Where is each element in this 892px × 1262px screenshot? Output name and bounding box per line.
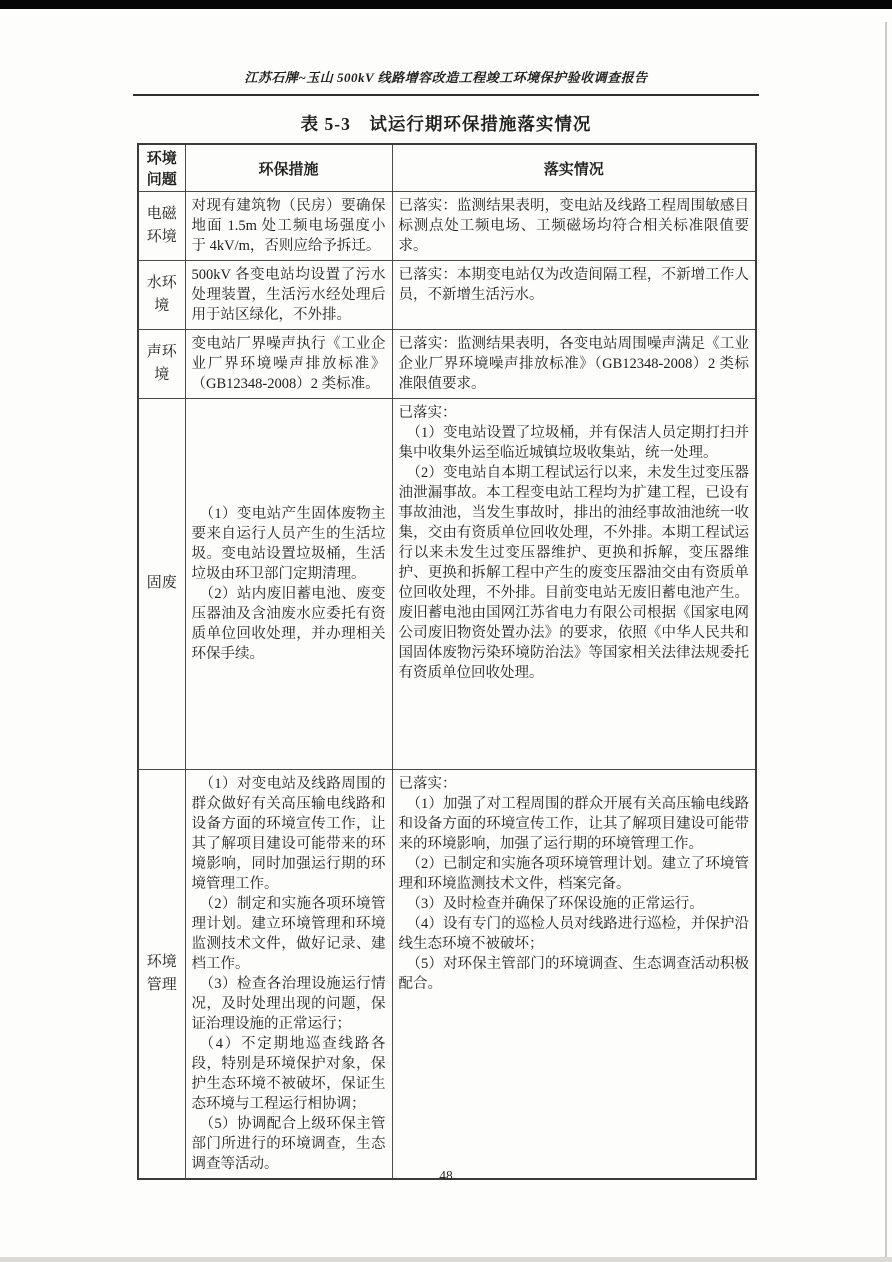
table-row bbox=[138, 770, 756, 1180]
cell-issue: 固废 bbox=[138, 399, 185, 770]
table-row bbox=[138, 330, 756, 399]
cell-status bbox=[392, 330, 756, 399]
paragraph: （5）对环保主管部门的环境调查、生态调查活动积极配合。 bbox=[398, 956, 749, 992]
paragraph: 已落实：本期变电站仅为改造间隔工程，不新增工作人员，不新增生活污水。 bbox=[398, 267, 749, 303]
paragraph: 变电站厂界噪声执行《工业企业厂界环境噪声排放标准》（GB12348-2008）2 类标准。 bbox=[191, 336, 386, 392]
paragraph: （1）加强了对工程周围的群众开展有关高压输电线路和设备方面的环境宣传工作，让其了解项目建设可能带来的环境影响，加强了运行期的环境管理工作。 bbox=[398, 796, 749, 852]
table-row bbox=[138, 261, 756, 330]
cell-status bbox=[392, 399, 756, 770]
paragraph: （4）设有专门的巡检人员对线路进行巡检，并保护沿线生态环境不被破坏； bbox=[398, 916, 749, 952]
paragraph: 对现有建筑物（民房）要确保地面 1.5m 处工频电场强度小于 4kV/m，否则应给予拆迁。 bbox=[191, 198, 386, 254]
cell-issue: 电磁环境 bbox=[138, 192, 185, 261]
paragraph: （2）变电站自本期工程试运行以来，未发生过变压器油泄漏事故。本工程变电站工程均为扩建工程，已设有事故油池，当发生事故时，排出的油经事故油池统一收集，交由有资质单位回收处理，不外排。本期工程试运行以来未发生过变压器维护、更换和拆解，变压器维护、更换和拆解工程中产生的废变压器油交由有资质单位回收处理，不外排。目前变电站无废旧蓄电池产生。废旧蓄电池由国网江苏省电力有限公司根据《国家电网公司废旧物资处置办法》的要求，依照《中华人民共和国固体废物污染环境防治法》等国家相关法律法规委托有资质单位回收处理。 bbox=[398, 465, 749, 681]
table-row bbox=[138, 399, 756, 770]
scan-bottom-edge bbox=[0, 1257, 892, 1262]
paragraph: 已落实： bbox=[398, 776, 457, 792]
scan-top-edge bbox=[0, 0, 892, 9]
cell-status bbox=[392, 192, 756, 261]
col-header-measure: 环保措施 bbox=[185, 144, 392, 192]
paragraph: 500kV 各变电站均设置了污水处理装置，生活污水经处理后用于站区绿化，不外排。 bbox=[191, 267, 386, 323]
paragraph: （4）不定期地巡查线路各段，特别是环境保护对象，保护生态环境不被破坏，保证生态环境与工程运行相协调； bbox=[191, 1036, 386, 1112]
col-header-status: 落实情况 bbox=[392, 144, 756, 192]
report-header-title: 江苏石牌~玉山 500kV 线路增容改造工程竣工环境保护验收调查报告 bbox=[244, 70, 648, 85]
table-header-row bbox=[138, 144, 756, 192]
cell-measure bbox=[185, 399, 392, 770]
cell-measure bbox=[185, 330, 392, 399]
paragraph: （1）对变电站及线路周围的群众做好有关高压输电线路和设备方面的环境宣传工作，让其了解项目建设可能带来的环境影响，同时加强运行期的环境管理工作。 bbox=[191, 776, 386, 892]
paragraph: （3）及时检查并确保了环保设施的正常运行。 bbox=[406, 896, 704, 912]
cell-status bbox=[392, 770, 756, 1180]
table-title: 表 5-3 试运行期环保措施落实情况 bbox=[300, 114, 592, 134]
report-header bbox=[133, 67, 759, 96]
cell-issue: 声环境 bbox=[138, 330, 185, 399]
paragraph: （2）站内废旧蓄电池、废变压器油及含油废水应委托有资质单位回收处理，并办理相关环保手续。 bbox=[191, 586, 386, 662]
measures-table bbox=[137, 143, 757, 1180]
cell-measure bbox=[185, 192, 392, 261]
paragraph: 已落实：监测结果表明，各变电站周围噪声满足《工业企业厂界环境噪声排放标准》（GB12348-2008）2 类标准限值要求。 bbox=[398, 336, 749, 392]
scan-right-edge bbox=[885, 22, 887, 1262]
paragraph: 已落实：监测结果表明，变电站及线路工程周围敏感目标测点处工频电场、工频磁场均符合相关标准限值要求。 bbox=[398, 198, 749, 254]
table-row bbox=[138, 192, 756, 261]
cell-status bbox=[392, 261, 756, 330]
paragraph: （2）制定和实施各项环境管理计划。建立环境管理和环境监测技术文件，做好记录、建档工作。 bbox=[191, 896, 386, 972]
cell-issue: 水环境 bbox=[138, 261, 185, 330]
paragraph: （1）变电站产生固体废物主要来自运行人员产生的生活垃圾。变电站设置垃圾桶，生活垃圾由环卫部门定期清理。 bbox=[191, 506, 386, 582]
cell-issue: 环境管理 bbox=[138, 770, 185, 1180]
paragraph: （1）变电站设置了垃圾桶，并有保洁人员定期打扫并集中收集外运至临近城镇垃圾收集站，统一处理。 bbox=[398, 425, 749, 461]
paragraph: 已落实： bbox=[398, 405, 457, 421]
paragraph: （5）协调配合上级环保主管部门所进行的环境调查，生态调查等活动。 bbox=[191, 1116, 386, 1172]
col-header-issue: 环境问题 bbox=[138, 144, 185, 192]
cell-measure bbox=[185, 770, 392, 1180]
paragraph: （3）检查各治理设施运行情况，及时处理出现的问题，保证治理设施的正常运行； bbox=[191, 976, 386, 1032]
paragraph: （2）已制定和实施各项环境管理计划。建立了环境管理和环境监测技术文件，档案完备。 bbox=[398, 856, 749, 892]
cell-measure bbox=[185, 261, 392, 330]
page-number: 48 bbox=[439, 1168, 453, 1183]
